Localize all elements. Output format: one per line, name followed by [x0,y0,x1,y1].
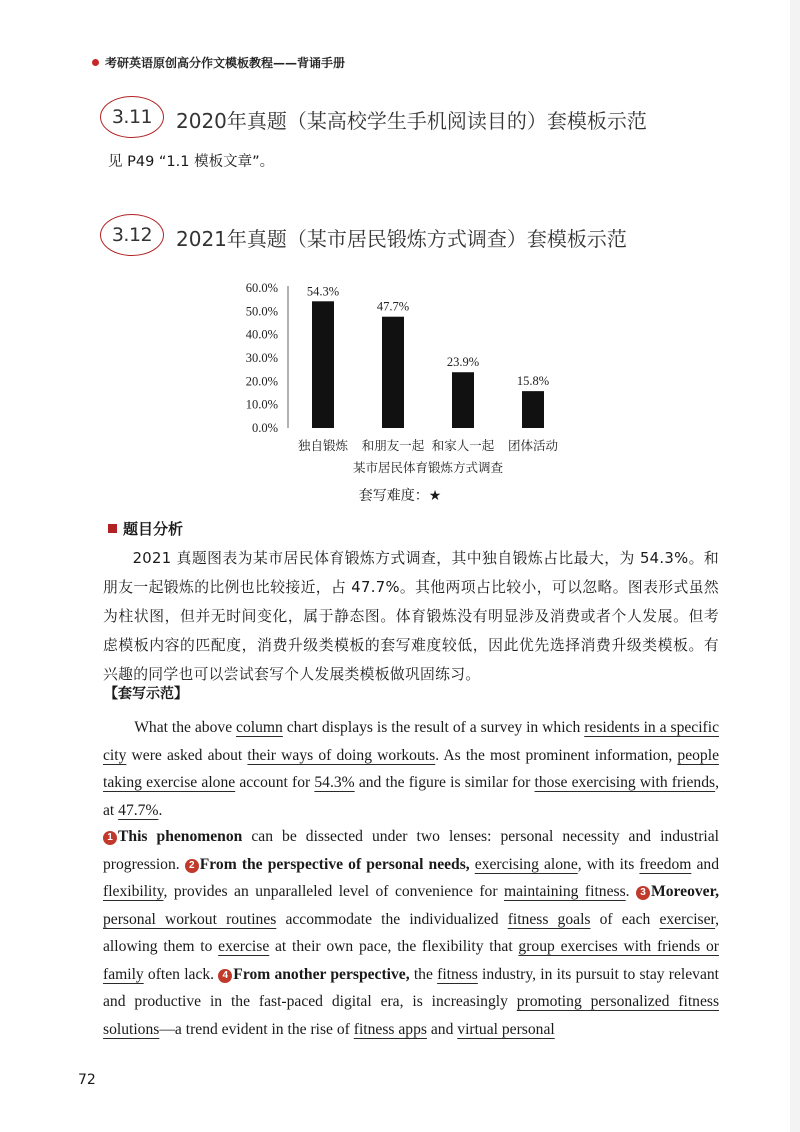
bold-phrase: Moreover, [651,883,719,900]
essay-text: of each [590,910,660,928]
essay-text: What the above [134,719,237,736]
bar-4 [522,391,544,428]
underlined-phrase: virtual personal [457,1020,555,1038]
bar-1 [312,301,334,428]
underlined-phrase: 54.3% [314,774,355,791]
essay-text: , provides an unparalleled level of convenience for [163,883,504,900]
step-number-4-icon: 4 [218,969,232,983]
bar-value-label: 47.7% [376,299,410,314]
section-title: 2021年真题（某市居民锻炼方式调查）套模板示范 [176,227,627,251]
essay-text: were asked about [126,746,248,764]
underlined-phrase: promoting personalized fitness solutions [103,993,720,1038]
essay-paragraph-2 [103,823,719,1043]
x-tick-label: 和朋友一起 [361,438,425,453]
bar-value-label: 23.9% [446,355,480,370]
essay-text: , allowing them to [103,910,719,955]
y-tick-label: 60.0% [245,281,278,295]
essay-text: can be dissected under two lenses: personal necessity and industrial progression. [103,828,719,873]
running-head [92,54,345,71]
step-number-1-icon: 1 [103,831,117,845]
essay-text: often lack. [143,965,219,983]
y-tick-label: 40.0% [245,327,278,342]
bullet-dot-icon [92,59,99,66]
underlined-phrase: exercising alone [474,855,578,873]
analysis-heading-text: 题目分析 [123,520,184,538]
essay-text: . As the most prominent information, [435,746,678,764]
difficulty-rating: 套写难度：★ [358,488,442,504]
y-tick-label: 30.0% [245,351,278,365]
y-tick-label: 50.0% [245,304,278,319]
x-axis-title: 某市居民体育锻炼方式调查 [352,460,504,475]
bar-2 [382,317,404,428]
underlined-phrase: group exercises with friends or family [103,938,720,983]
essay-text: , at [103,774,719,819]
underlined-phrase: exercise [218,938,270,955]
essay-text: chart displays is the result of a survey in which [282,719,585,736]
x-tick-label: 团体活动 [507,438,559,453]
underlined-phrase: maintaining fitness [503,883,626,900]
essay-text: and [426,1020,458,1038]
essay-text: and [691,855,719,873]
bar-3 [452,372,474,428]
bar-value-label: 15.8% [516,374,550,389]
essay-text: and the figure is similar for [354,774,535,791]
sample-heading: 【套写示范】 [104,686,188,702]
essay-text: accommodate the individualized [276,910,508,928]
x-tick-label: 独自锻炼 [297,438,349,453]
underlined-phrase: personal workout routines [103,910,277,928]
essay-text: account for [235,774,315,791]
underlined-phrase: residents in a specific city [103,719,719,764]
essay-text: . [625,883,637,900]
analysis-paragraph: 2021 真题图表为某市居民体育锻炼方式调查，其中独自锻炼占比最大，为 54.3%。和朋友一起锻炼的比例也比较接近，占 47.7%。其他两项占比较小，可以忽略。图表形式虽然为柱状图，但并无时间变化，属于静态图。体育锻炼没有明显涉及消费或者个人发展。但考虑模板内容的匹配度，消费升级类模板的套写难度较低，因此优先选择消费升级类模板。有兴趣的同学也可以尝试套写个人发展类模板做巩固练习。 [103,550,719,683]
step-number-2-icon: 2 [185,859,199,873]
x-tick-label: 和家人一起 [431,438,495,453]
analysis-heading [108,518,183,539]
section-badge: 3.12 [100,214,164,256]
underlined-phrase: their ways of doing workouts [247,746,436,764]
bold-phrase: From the perspective of personal needs, [199,855,470,873]
underlined-phrase: 47.7% [118,801,159,819]
bold-phrase: From another perspective, [233,965,410,983]
bar-value-label: 54.3% [306,284,340,299]
underlined-phrase: column [236,719,283,736]
running-head-text: 考研英语原创高分作文模板教程——背诵手册 [105,56,346,70]
square-bullet-icon [108,524,117,533]
section-badge: 3.11 [100,96,164,138]
underlined-phrase: people taking exercise alone [103,746,719,791]
essay-text: , with its [577,855,640,873]
page-number: 72 [78,1072,96,1088]
underlined-phrase: freedom [639,855,692,873]
y-tick-label: 10.0% [245,397,278,412]
underlined-phrase: those exercising with friends [534,774,716,791]
underlined-phrase: fitness [437,965,478,983]
underlined-phrase: fitness goals [507,910,591,928]
underlined-phrase: fitness apps [353,1020,427,1038]
exercise-survey-bar-chart [232,272,572,480]
section-title: 2020年真题（某高校学生手机阅读目的）套模板示范 [176,109,647,133]
essay-text: . [158,801,163,819]
bold-phrase: This phenomenon [118,828,243,845]
y-tick-label: 20.0% [245,374,278,389]
essay-text: industry, in its pursuit to stay relevant and productive in the fast-paced digital era, is increasingly [103,965,720,1010]
essay-text: —a trend evident in the rise of [159,1020,354,1038]
y-tick-label: 0.0% [251,421,278,435]
underlined-phrase: flexibility [103,883,164,900]
essay-text: the [409,965,438,983]
step-number-3-icon: 3 [636,886,650,900]
underlined-phrase: exerciser [659,910,716,928]
essay-text: at their own pace, the flexibility that [269,938,519,955]
reference-line: 见 P49 “1.1 模板文章”。 [108,154,275,170]
essay-paragraph-1 [103,714,719,824]
